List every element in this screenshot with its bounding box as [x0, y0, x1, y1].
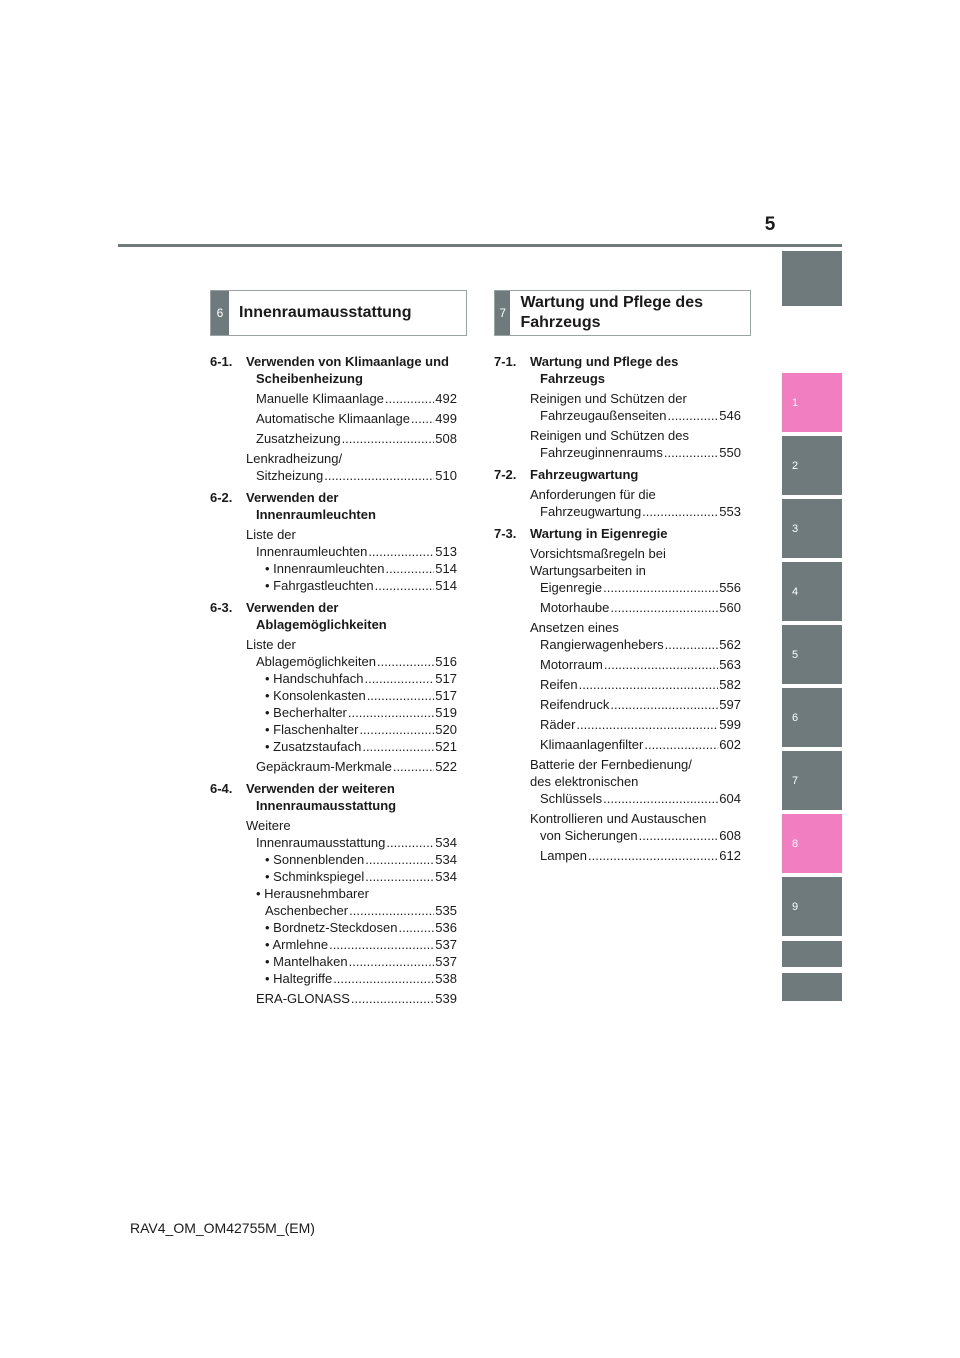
chapter-tab-5[interactable]: 5: [782, 625, 842, 684]
toc-entry[interactable]: [256, 851, 457, 868]
dot-leader: [664, 444, 718, 461]
dot-leader: [610, 696, 718, 713]
entry-text: Fahrzeugaußenseiten: [540, 408, 667, 423]
entry-text: Klimaanlagenfilter: [540, 737, 644, 752]
entry-text: Batterie der Fernbedienung/: [530, 757, 692, 772]
page-ref[interactable]: 517: [435, 688, 457, 703]
toc-entry[interactable]: [256, 560, 457, 577]
page-ref[interactable]: 550: [719, 445, 741, 460]
entry-text: • Handschuhfach: [265, 671, 364, 686]
entry-text: • Herausnehmbarer: [256, 886, 369, 901]
page-ref[interactable]: 514: [435, 578, 457, 593]
dot-leader: [665, 636, 719, 653]
section-number: 7-1.: [494, 354, 517, 369]
entry-text: Räder: [540, 717, 576, 732]
entry-text: ERA-GLONASS: [256, 991, 350, 1006]
toc-section[interactable]: [494, 353, 741, 387]
page-number: 5: [764, 214, 776, 235]
dot-leader: [393, 758, 434, 775]
toc-section[interactable]: [210, 599, 457, 633]
dot-leader: [386, 834, 434, 851]
chapter-tab-2[interactable]: 2: [782, 436, 842, 495]
page-ref[interactable]: 521: [435, 739, 457, 754]
toc-entry[interactable]: [530, 656, 741, 673]
chapter-tab-8[interactable]: 8: [782, 814, 842, 873]
toc-entry[interactable]: [246, 817, 457, 851]
entry-text: Innenraumausstattung: [256, 835, 386, 850]
entry-text: Rangierwagenhebers: [540, 637, 664, 652]
entry-text: Ablagemöglichkeiten: [256, 654, 376, 669]
chapter-tab-6[interactable]: 6: [782, 688, 842, 747]
dot-leader: [644, 736, 718, 753]
dot-leader: [365, 868, 434, 885]
chapter-tab-3[interactable]: 3: [782, 499, 842, 558]
entry-text: Reinigen und Schützen der: [530, 391, 687, 406]
chapter-tab-blank[interactable]: [782, 941, 842, 967]
dot-leader: [639, 827, 719, 844]
dot-leader: [324, 467, 434, 484]
entry-text: Lenkradheizung/: [246, 451, 343, 466]
page-ref[interactable]: 560: [719, 600, 741, 615]
page-ref[interactable]: 514: [435, 561, 457, 576]
entry-text: Aschenbecher: [265, 903, 349, 918]
section-title: Verwenden von Klimaanlage und Scheibenheizung: [246, 354, 449, 386]
dot-leader: [385, 390, 434, 407]
dot-leader: [329, 936, 434, 953]
toc-entry[interactable]: [530, 599, 741, 616]
dot-leader: [588, 847, 718, 864]
toc-entry[interactable]: [256, 936, 457, 953]
dot-leader: [333, 970, 434, 987]
entry-text: Vorsichtsmaßregeln bei: [530, 546, 666, 561]
page-ref[interactable]: 582: [719, 677, 741, 692]
chapter-title: Wartung und Pflege des Fahrzeugs: [520, 294, 703, 331]
entry-text: Motorhaube: [540, 600, 610, 615]
page-ref[interactable]: 534: [435, 869, 457, 884]
chapter-tab-9[interactable]: 9: [782, 877, 842, 936]
entry-text: Innenraumleuchten: [256, 544, 368, 559]
toc-section[interactable]: [210, 353, 457, 387]
dot-leader: [667, 407, 718, 424]
toc-section[interactable]: [210, 489, 457, 523]
dot-leader: [377, 653, 434, 670]
chapter-header-6: [210, 290, 467, 336]
page-ref[interactable]: 597: [719, 697, 741, 712]
dot-leader: [365, 670, 435, 687]
toc-entry[interactable]: [256, 670, 457, 687]
entry-text: Sitzheizung: [256, 468, 324, 483]
toc-entry[interactable]: [256, 704, 457, 721]
toc-section[interactable]: [210, 780, 457, 814]
toc-entry[interactable]: [246, 450, 457, 484]
entry-text: Kontrollieren und Austauschen: [530, 811, 707, 826]
chapter-title: Innenraumausstattung: [239, 304, 412, 321]
page-ref[interactable]: 513: [435, 544, 457, 559]
toc-entry[interactable]: [530, 696, 741, 713]
page-ref[interactable]: 608: [719, 828, 741, 843]
entry-text: Ansetzen eines: [530, 620, 619, 635]
dot-leader: [604, 656, 718, 673]
entry-text: Liste der: [246, 637, 296, 652]
section-number: 6-1.: [210, 354, 233, 369]
dot-leader: [385, 560, 434, 577]
entry-text: des elektronischen: [530, 774, 639, 789]
entry-text: Weitere: [246, 818, 291, 833]
page-ref[interactable]: 534: [435, 852, 457, 867]
toc-entry[interactable]: [256, 885, 457, 919]
dot-leader: [411, 410, 434, 427]
toc-entry[interactable]: [256, 687, 457, 704]
page-ref[interactable]: 604: [719, 791, 741, 806]
toc-entry[interactable]: [530, 756, 741, 807]
dot-leader: [603, 790, 718, 807]
chapter-tab-blank[interactable]: [782, 251, 842, 306]
chapter-header-7: [494, 290, 751, 336]
section-number: 7-3.: [494, 526, 517, 541]
page-ref[interactable]: 612: [719, 848, 741, 863]
entry-text: Reinigen und Schützen des: [530, 428, 690, 443]
chapter-tab-7[interactable]: 7: [782, 751, 842, 810]
dot-leader: [348, 704, 434, 721]
toc-entry[interactable]: [256, 721, 457, 738]
toc-section[interactable]: [494, 466, 741, 483]
page-ref[interactable]: 553: [719, 504, 741, 519]
page-ref[interactable]: 563: [719, 657, 741, 672]
toc-entry[interactable]: [530, 847, 741, 864]
header-rule: [118, 244, 842, 247]
dot-leader: [368, 543, 434, 560]
chapter-tab-blank[interactable]: [782, 973, 842, 1001]
entry-text: • Innenraumleuchten: [265, 561, 385, 576]
toc-entry[interactable]: [530, 810, 741, 844]
entry-text: Zusatzheizung: [256, 431, 341, 446]
section-title: Wartung und Pflege des Fahrzeugs: [530, 354, 679, 386]
entry-text: Lampen: [540, 848, 587, 863]
dot-leader: [362, 738, 434, 755]
entry-text: Liste der: [246, 527, 296, 542]
section-title: Verwenden der Ablagemöglichkeiten: [246, 600, 387, 632]
page-ref[interactable]: 599: [719, 717, 741, 732]
toc-entry[interactable]: [246, 410, 457, 427]
dot-leader: [365, 851, 434, 868]
toc-entry[interactable]: [530, 736, 741, 753]
toc-entry[interactable]: [256, 577, 457, 594]
entry-text: Automatische Klimaanlage: [256, 411, 410, 426]
entry-text: • Armlehne: [265, 937, 329, 952]
section-number: 7-2.: [494, 467, 517, 482]
dot-leader: [367, 687, 435, 704]
dot-leader: [375, 577, 435, 594]
entry-text: Manuelle Klimaanlage: [256, 391, 384, 406]
section-title: Verwenden der weiteren Innenraumausstattung: [246, 781, 397, 813]
chapter-tab-4[interactable]: 4: [782, 562, 842, 621]
toc-entry[interactable]: [530, 619, 741, 653]
chapter-number: 7: [495, 291, 510, 335]
toc-column-left: [210, 348, 457, 1007]
footer-code: RAV4_OM_OM42755M_(EM): [130, 1220, 315, 1236]
toc-entry[interactable]: [530, 427, 741, 461]
page-ref[interactable]: 602: [719, 737, 741, 752]
entry-text: Schlüssels: [540, 791, 603, 806]
entry-text: • Flaschenhalter: [265, 722, 359, 737]
entry-text: • Mantelhaken: [265, 954, 348, 969]
entry-text: Wartungsarbeiten in: [530, 563, 646, 578]
toc-entry[interactable]: [530, 716, 741, 733]
entry-text: Eigenregie: [540, 580, 603, 595]
page-ref[interactable]: 517: [435, 671, 457, 686]
toc-section[interactable]: [494, 525, 741, 542]
section-title: Wartung in Eigenregie: [530, 526, 668, 541]
section-number: 6-4.: [210, 781, 233, 796]
page-ref[interactable]: 508: [435, 431, 457, 446]
entry-text: • Sonnenblenden: [265, 852, 365, 867]
toc-entry[interactable]: [246, 390, 457, 407]
toc-entry[interactable]: [530, 676, 741, 693]
chapter-number: 6: [211, 291, 229, 335]
page-ref[interactable]: 492: [435, 391, 457, 406]
dot-leader: [359, 721, 434, 738]
entry-text: von Sicherungen: [540, 828, 638, 843]
entry-text: • Konsolenkasten: [265, 688, 366, 703]
page-ref[interactable]: 519: [435, 705, 457, 720]
dot-leader: [351, 990, 434, 1007]
dot-leader: [642, 503, 718, 520]
dot-leader: [349, 902, 434, 919]
page-ref[interactable]: 520: [435, 722, 457, 737]
dot-leader: [579, 676, 719, 693]
dot-leader: [610, 599, 718, 616]
page-ref[interactable]: 556: [719, 580, 741, 595]
toc-entry[interactable]: [246, 990, 457, 1007]
entry-text: Reifendruck: [540, 697, 610, 712]
page-ref[interactable]: 510: [435, 468, 457, 483]
toc-entry[interactable]: [256, 919, 457, 936]
entry-text: • Haltegriffe: [265, 971, 333, 986]
entry-text: • Becherhalter: [265, 705, 347, 720]
section-title: Fahrzeugwartung: [530, 467, 639, 482]
toc-entry[interactable]: [530, 486, 741, 520]
page-ref[interactable]: 546: [719, 408, 741, 423]
section-number: 6-2.: [210, 490, 233, 505]
entry-text: Fahrzeuginnenraums: [540, 445, 663, 460]
toc-entry[interactable]: [256, 868, 457, 885]
dot-leader: [603, 579, 718, 596]
page-ref[interactable]: 539: [435, 991, 457, 1006]
toc-entry[interactable]: [246, 758, 457, 775]
entry-text: • Schminkspiegel: [265, 869, 365, 884]
dot-leader: [398, 919, 434, 936]
toc-entry[interactable]: [256, 738, 457, 755]
toc-entry[interactable]: [530, 390, 741, 424]
page-ref[interactable]: 536: [435, 920, 457, 935]
entry-text: Motorraum: [540, 657, 603, 672]
toc-entry[interactable]: [246, 430, 457, 447]
entry-text: Gepäckraum-Merkmale: [256, 759, 392, 774]
page-ref[interactable]: 537: [435, 954, 457, 969]
toc-entry[interactable]: [256, 953, 457, 970]
section-title: Verwenden der Innenraumleuchten: [246, 490, 376, 522]
entry-text: Anforderungen für die: [530, 487, 656, 502]
entry-text: • Zusatzstaufach: [265, 739, 362, 754]
toc-entry[interactable]: [530, 545, 741, 596]
toc-entry[interactable]: [246, 526, 457, 560]
page-ref[interactable]: 562: [719, 637, 741, 652]
page-ref[interactable]: 522: [435, 759, 457, 774]
page-ref[interactable]: 538: [435, 971, 457, 986]
page-ref[interactable]: 535: [435, 903, 457, 918]
page-ref[interactable]: 537: [435, 937, 457, 952]
page-ref[interactable]: 499: [435, 411, 457, 426]
entry-text: Fahrzeugwartung: [540, 504, 642, 519]
chapter-tab-1[interactable]: 1: [782, 373, 842, 432]
page-ref[interactable]: 534: [435, 835, 457, 850]
page-ref[interactable]: 516: [435, 654, 457, 669]
dot-leader: [342, 430, 435, 447]
toc-entry[interactable]: [256, 970, 457, 987]
dot-leader: [576, 716, 718, 733]
entry-text: Reifen: [540, 677, 578, 692]
toc-entry[interactable]: [246, 636, 457, 670]
dot-leader: [349, 953, 435, 970]
entry-text: • Fahrgastleuchten: [265, 578, 374, 593]
section-number: 6-3.: [210, 600, 233, 615]
toc-column-right: [494, 348, 741, 864]
entry-text: • Bordnetz-Steckdosen: [265, 920, 398, 935]
